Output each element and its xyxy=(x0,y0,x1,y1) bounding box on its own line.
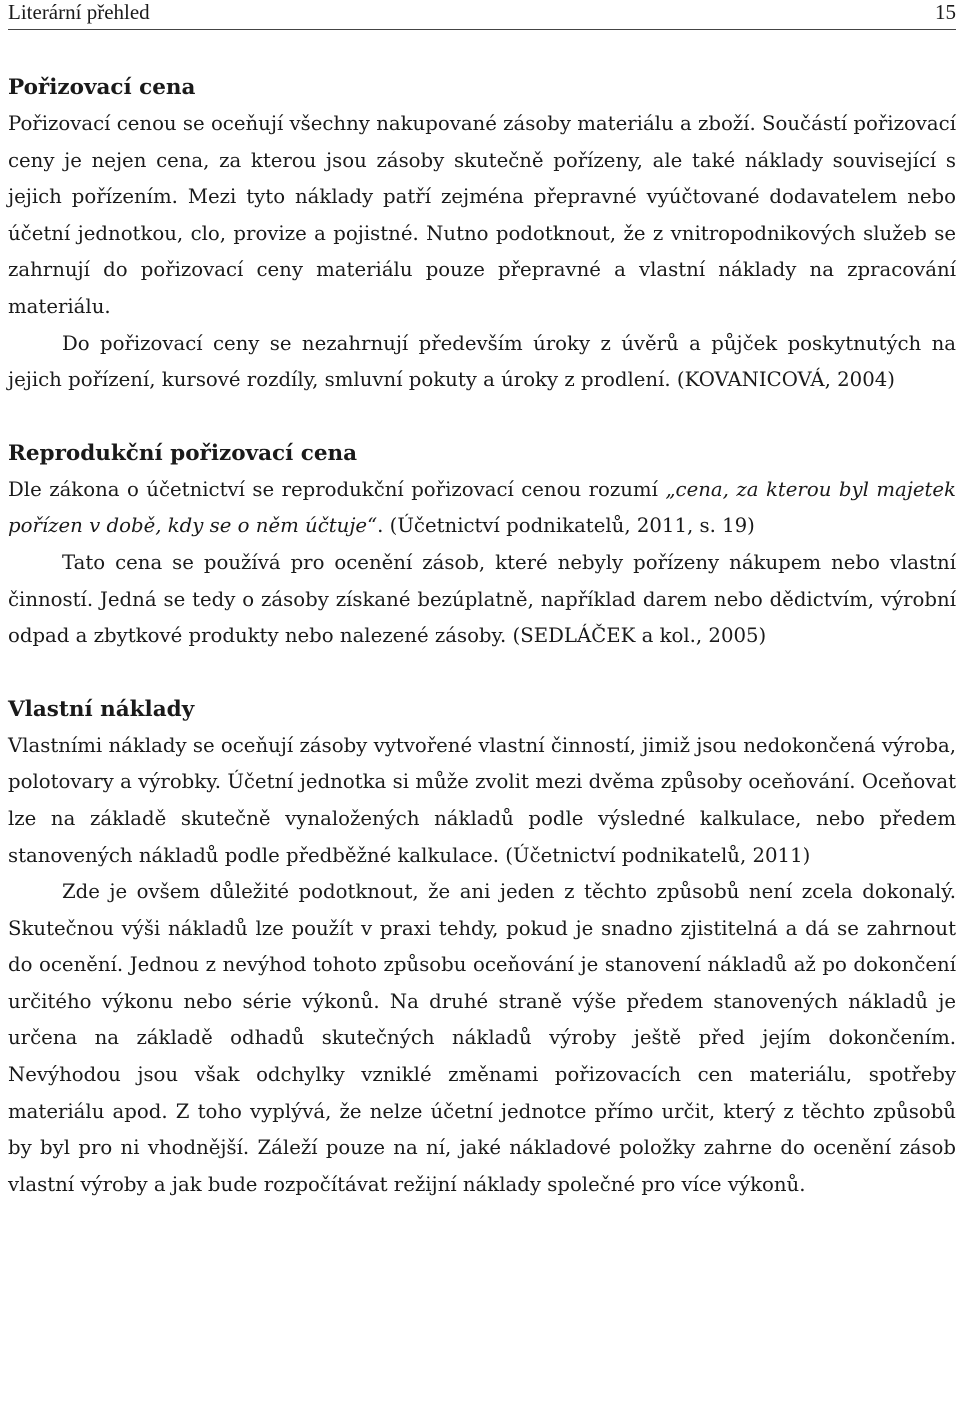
section-heading: Reprodukční pořizovací cena xyxy=(8,440,358,466)
paragraph: Vlastními náklady se oceňují zásoby vytvořené vlastní činností, jimiž jsou nedokončená výroba, polotovary a výrobky. Účetní jednotka si může zvolit mezi dvěma způsoby oceňování. Oceňovat lze na základě skutečně vynaložených nákladů podle výsledné kalkulace, nebo předem stanovených nákladů podle předběžné kalkulace. (Účetnictví podnikatelů, 2011) xyxy=(8,733,956,867)
running-header xyxy=(8,0,956,30)
paragraph-text: Dle zákona o účetnictví se reprodukční pořizovací cenou rozumí xyxy=(8,477,666,501)
page-number: 15 xyxy=(935,0,956,24)
paragraph: Do pořizovací ceny se nezahrnují především úroky z úvěrů a půjček poskytnutých na jejich pořízení, kursové rozdíly, smluvní pokuty a úroky z prodlení. (KOVANICOVÁ, 2004) xyxy=(8,331,956,392)
section-vlastni-naklady xyxy=(8,692,956,1204)
law-quote: „cena, za kterou byl majetek pořízen v době, kdy se o něm účtuje“ xyxy=(8,477,956,538)
section-heading: Vlastní náklady xyxy=(8,696,195,722)
paragraph: Zde je ovšem důležité podotknout, že ani jeden z těchto způsobů není zcela dokonalý. Skutečnou výši nákladů lze použít v praxi tehdy, pokud je snadno zjistitelná a dá se zahrnout do ocenění. Jednou z nevýhod tohoto způsobu oceňování je stanovení nákladů až po dokončení určitého výkonu nebo série výkonů. Na druhé straně výše předem stanovených nákladů je určena na základě odhadů skutečných nákladů výroby ještě před jejím dokončením. Nevýhodou jsou však odchylky vzniklé změnami pořizovacích cen materiálu, spotřeby materiálu apod. Z toho vyplývá, že nelze účetní jednotce přímo určit, který z těchto způsobů by byl pro ni vhodnější. Záleží pouze na ní, jaké nákladové položky zahrne do ocenění zásob vlastní výroby a jak bude rozpočítávat režijní náklady společné pro více výkonů. xyxy=(8,880,956,1196)
section-porizovaci-cena xyxy=(8,70,956,399)
chapter-title: Literární přehled xyxy=(8,0,150,24)
document-page xyxy=(8,0,956,1203)
paragraph: Tato cena se používá pro ocenění zásob, které nebyly pořízeny nákupem nebo vlastní činností. Jedná se tedy o zásoby získané bezúplatně, například darem nebo dědictvím, výrobní odpad a zbytkové produkty nebo nalezené zásoby. (SEDLÁČEK a kol., 2005) xyxy=(8,550,956,648)
paragraph: Pořizovací cenou se oceňují všechny nakupované zásoby materiálu a zboží. Součástí pořizovací ceny je nejen cena, za kterou jsou zásoby skutečně pořízeny, ale také náklady související s jejich pořízením. Mezi tyto náklady patří zejména přepravné vyúčtované dodavatelem nebo účetní jednotkou, clo, provize a pojistné. Nutno podotknout, že z vnitropodnikových služeb se zahrnují do pořizovací ceny materiálu pouze přepravné a vlastní náklady na zpracování materiálu. xyxy=(8,112,956,318)
section-reprodukcni-porizovaci-cena xyxy=(8,436,956,655)
paragraph xyxy=(8,472,956,545)
citation: . (Účetnictví podnikatelů, 2011, s. 19) xyxy=(377,514,755,538)
section-heading: Pořizovací cena xyxy=(8,75,196,100)
